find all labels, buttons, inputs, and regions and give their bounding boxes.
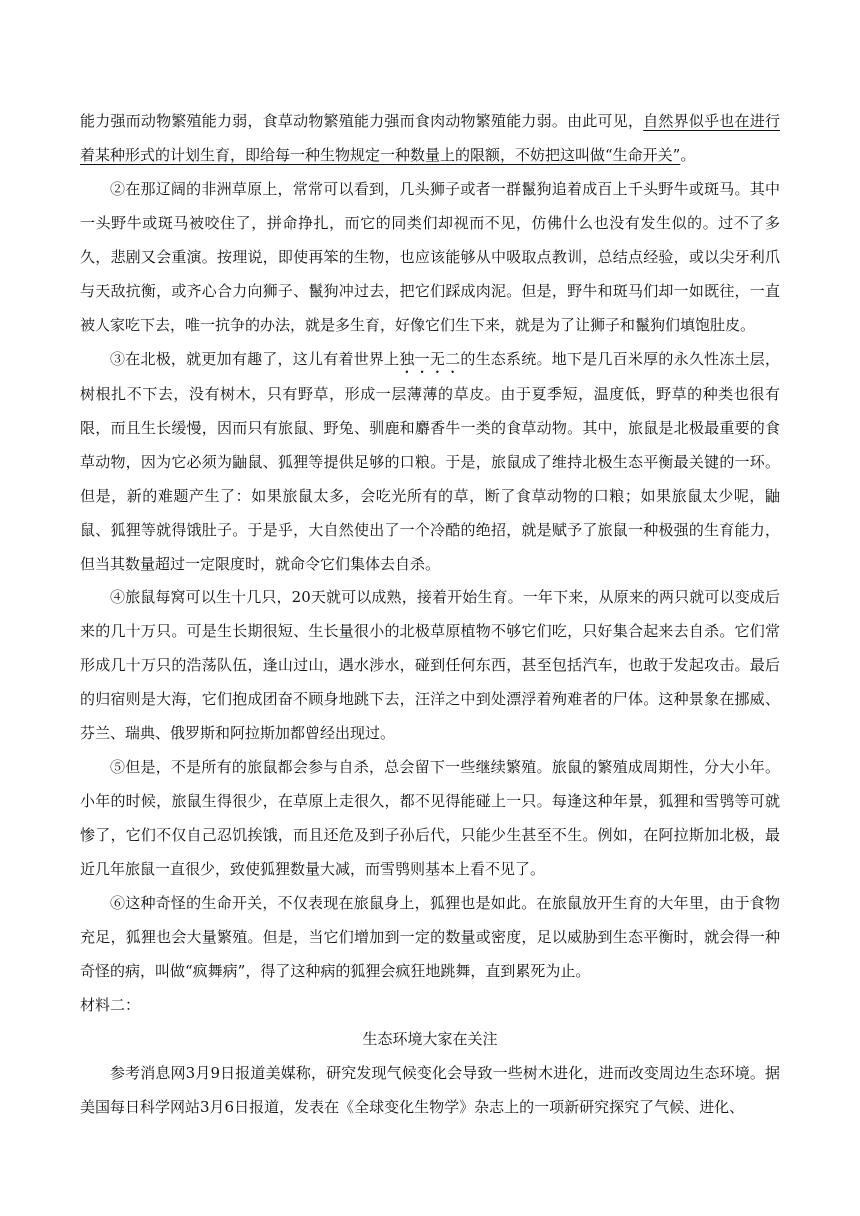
paragraph-text: 。 bbox=[680, 146, 696, 164]
paragraph-text: ③在北极，就更加有趣了，这儿有着世界上 bbox=[110, 350, 400, 368]
material2-paragraph: 参考消息网3月9日报道美媒称，研究发现气候变化会导致一些树木进化，进而改变周边生态环境。据美国每日科学网站3月6日报道，发表在《全球变化生物学》杂志上的一项新研究探究了气候、进化、 bbox=[80, 1064, 780, 1116]
material-label: 材料二： bbox=[80, 996, 141, 1014]
paragraph-4: ④旅鼠每窝可以生十几只，20天就可以成熟，接着开始生育。一年下来，从原来的两只就可以变成后来的几十万只。可是生长期很短、生长量很小的北极草原植物不够它们吃，只好集合起来去自杀。它们常形成几十万只的浩荡队伍，逢山过山，遇水涉水，碰到任何东西，甚至包括汽车，也敢于发起攻击。最后的归宿则是大海，它们抱成团奋不顾身地跳下去，汪洋之中到处漂浮着殉难者的尸体。这种景象在挪威、芬兰、瑞典、俄罗斯和阿拉斯加都曾经出现过。 bbox=[80, 588, 780, 742]
paragraph-text: 的生态系统。地下是几百米厚的永久性冻土层，树根扎不下去，没有树木，只有野草，形成一层薄薄的草皮。由于夏季短，温度低，野草的种类也很有限，而且生长缓慢，因而只有旅鼠、野兔、驯鹿和麝香牛一类的食草动物。其中，旅鼠是北极最重要的食草动物，因为它必须为鼬鼠、狐狸等提供足够的口粮。于是，旅鼠成了维持北极生态平衡最关键的一环。但是，新的难题产生了：如果旅鼠太多，会吃光所有的草，断了食草动物的口粮；如果旅鼠太少呢，鼬鼠、狐狸等就得饿肚子。于是乎，大自然使出了一个冷酷的绝招，就是赋予了旅鼠一种极强的生育能力，但当其数量超过一定限度时，就命令它们集体去自杀。 bbox=[80, 350, 780, 573]
underlined-sentence: 自然界似乎也在进行着某种形式的计划生育，即给每一种生物规定一种数量上的限额，不妨把这叫做“生命开关” bbox=[80, 112, 780, 164]
section-title: 生态环境大家在关注 bbox=[362, 1030, 498, 1048]
paragraph-continuation bbox=[80, 104, 780, 172]
paragraph-text: 能力强而动物繁殖能力弱，食草动物繁殖能力强而食肉动物繁殖能力弱。由此可见， bbox=[80, 112, 644, 130]
paragraph-3 bbox=[80, 342, 780, 581]
emphasized-word: 独一无二 bbox=[399, 350, 461, 368]
paragraph-6: ⑥这种奇怪的生命开关，不仅表现在旅鼠身上，狐狸也是如此。在旅鼠放开生育的大年里，由于食物充足，狐狸也会大量繁殖。但是，当它们增加到一定的数量或密度，足以威胁到生态平衡时，就会得一种奇怪的病，叫做“疯舞病”，得了这种病的狐狸会疯狂地跳舞，直到累死为止。 bbox=[80, 894, 780, 980]
paragraph-5: ⑤但是，不是所有的旅鼠都会参与自杀，总会留下一些继续繁殖。旅鼠的繁殖成周期性，分大小年。小年的时候，旅鼠生得很少，在草原上走很久，都不见得能碰上一只。每逢这种年景，狐狸和雪鸮等可就惨了，它们不仅自己忍饥挨饿，而且还危及到子孙后代，只能少生甚至不生。例如，在阿拉斯加北极，最近几年旅鼠一直很少，致使狐狸数量大减，而雪鸮则基本上看不见了。 bbox=[80, 758, 780, 878]
paragraph-2: ②在那辽阔的非洲草原上，常常可以看到，几头狮子或者一群鬣狗追着成百上千头野牛或斑马。其中一头野牛或斑马被咬住了，拼命挣扎，而它的同类们却视而不见，仿佛什么也没有发生似的。过不了多久，悲剧又会重演。按理说，即使再笨的生物，也应该能够从中吸取点教训，总结点经验，或以尖牙利爪与天敌抗衡，或齐心合力向狮子、鬣狗冲过去，把它们踩成肉泥。但是，野牛和斑马们却一如既往，一直被人家吃下去，唯一抗争的办法，就是多生育，好像它们生下来，就是为了让狮子和鬣狗们填饱肚皮。 bbox=[80, 180, 780, 334]
